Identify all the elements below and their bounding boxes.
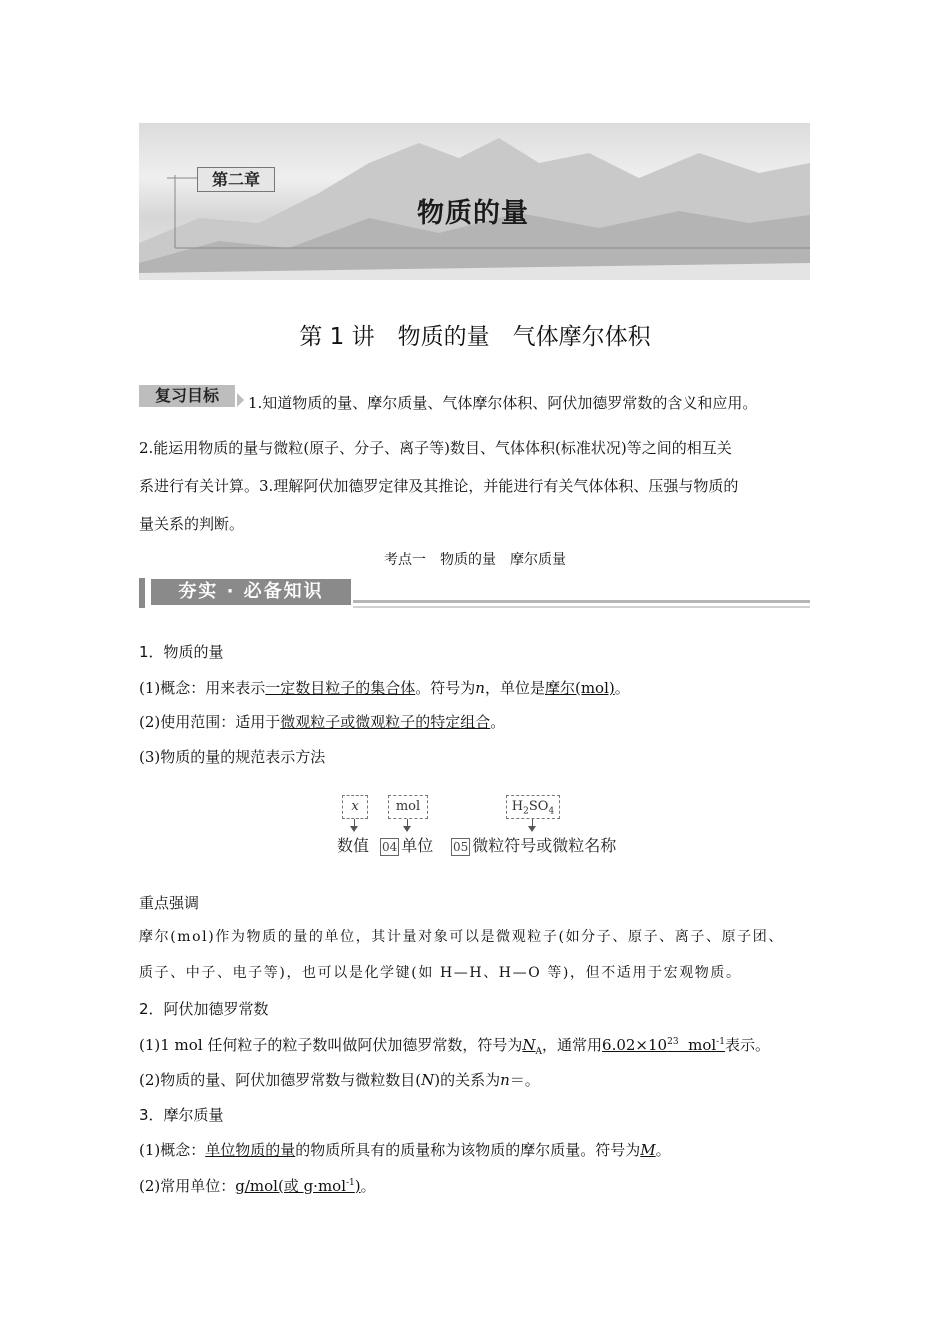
- answer-blank: [602, 1036, 725, 1054]
- symbol-subscript: A: [535, 1047, 543, 1057]
- review-line-4: 量关系的判断。: [139, 515, 245, 533]
- text: 。符号为: [415, 679, 476, 697]
- symbol: N: [522, 1036, 536, 1054]
- unit: g/mol(或 g·mol: [235, 1177, 346, 1195]
- text: SO: [528, 799, 549, 814]
- blank-number: 04: [382, 840, 398, 854]
- text: 2: [523, 806, 529, 817]
- chapter-title: 物质的量: [417, 198, 529, 229]
- text: (2)使用范围：适用于: [139, 713, 281, 731]
- emphasis-line-2: 质子、中子、电子等)，也可以是化学键(如 H—H、H—O 等)，但不适用于宏观物质。: [139, 965, 742, 981]
- answer-blank: 微观粒子或微观粒子的特定组合: [280, 713, 491, 731]
- review-line-3: 系进行有关计算。3.理解阿伏加德罗定律及其推论，并能进行有关气体体积、压强与物质的: [139, 477, 739, 495]
- knowledge-section-bar: [139, 576, 810, 612]
- text: )的关系为: [434, 1071, 501, 1089]
- bar-line: [353, 606, 810, 608]
- bar-line: [353, 600, 810, 603]
- topic-heading: 考点一 物质的量 摩尔质量: [384, 552, 566, 568]
- answer-blank: 一定数目粒子的集合体: [265, 679, 416, 697]
- label-value: 数值: [337, 836, 370, 855]
- knowledge-label: 夯实 · 必备知识: [151, 579, 351, 605]
- text: 微粒符号或微粒名称: [472, 836, 617, 855]
- exponent: -1: [346, 1178, 355, 1188]
- arrow: [407, 819, 408, 827]
- section-heading: 1．物质的量: [139, 643, 224, 661]
- bar-stripe: [139, 578, 145, 608]
- text: 。: [655, 1141, 671, 1159]
- symbol: N: [421, 1071, 435, 1089]
- label-particle: [451, 833, 616, 856]
- value: 6.02×10: [602, 1036, 668, 1054]
- text: 单位: [401, 836, 434, 855]
- emphasis-heading: 重点强调: [139, 894, 200, 912]
- concept-line: [139, 678, 811, 698]
- text: ＝。: [509, 1071, 540, 1089]
- box-particle: [506, 795, 560, 819]
- text: 的物质所具有的质量称为该物质的摩尔质量。符号为: [295, 1141, 641, 1159]
- review-line-2: 2.能运用物质的量与微粒(原子、分子、离子等)数目、气体体积(标准状况)等之间的相互关: [139, 439, 732, 457]
- text: 表示。: [724, 1036, 770, 1054]
- section-heading: 3．摩尔质量: [139, 1106, 224, 1124]
- label-unit: [380, 833, 433, 856]
- arrow: [532, 819, 533, 827]
- section-heading: 2．阿伏加德罗常数: [139, 1000, 269, 1018]
- text: (2)物质的量、阿伏加德罗常数与微粒数目(: [139, 1071, 422, 1089]
- answer-blank: 摩尔(mol): [544, 679, 615, 697]
- avogadro-line-2: [139, 1070, 811, 1090]
- text: ，通常用: [542, 1036, 603, 1054]
- scope-line: [139, 712, 811, 732]
- chapter-label: 第二章: [197, 167, 275, 192]
- review-goals-tag: 复习目标: [139, 385, 235, 407]
- arrow-head: [350, 826, 358, 832]
- symbol: n: [475, 679, 485, 697]
- exponent: 23: [667, 1037, 679, 1047]
- molar-mass-line-2: [139, 1176, 811, 1196]
- box-unit: mol: [388, 795, 428, 819]
- symbol: M: [640, 1141, 656, 1159]
- molar-mass-line-1: [139, 1140, 811, 1160]
- arrow-head: [403, 826, 411, 832]
- answer-blank: [522, 1036, 543, 1057]
- unit: mol: [688, 1036, 717, 1054]
- exponent: -1: [716, 1037, 725, 1047]
- arrow: [354, 819, 355, 827]
- symbol: n: [500, 1071, 510, 1089]
- text: 。: [490, 713, 506, 731]
- text: (1)1 mol 任何粒子的粒子数叫做阿伏加德罗常数，符号为: [139, 1036, 523, 1054]
- box-value: x: [342, 795, 368, 819]
- method-line: (3)物质的量的规范表示方法: [139, 748, 326, 766]
- text: 。: [360, 1177, 376, 1195]
- text: 4: [548, 806, 555, 817]
- text: ，单位是: [484, 679, 545, 697]
- text: ): [354, 1177, 361, 1195]
- text: (1)概念：: [139, 1141, 206, 1159]
- emphasis-line-1: 摩尔(mol)作为物质的量的单位，其计量对象可以是微观粒子(如分子、原子、离子、原子团、: [139, 929, 784, 945]
- lecture-title: 第 1 讲 物质的量 气体摩尔体积: [299, 324, 651, 350]
- text: (1)概念：用来表示: [139, 679, 266, 697]
- blank-number: 05: [453, 840, 469, 854]
- arrow-head: [528, 826, 536, 832]
- chapter-banner: [139, 123, 810, 280]
- text: (2)常用单位：: [139, 1177, 236, 1195]
- avogadro-line-1: [139, 1035, 811, 1055]
- review-line-1: 1.知道物质的量、摩尔质量、气体摩尔体积、阿伏加德罗常数的含义和应用。: [248, 394, 758, 412]
- answer-blank: [235, 1177, 360, 1195]
- text: 。: [614, 679, 630, 697]
- text: H: [511, 799, 524, 814]
- answer-blank: 单位物质的量: [205, 1141, 296, 1159]
